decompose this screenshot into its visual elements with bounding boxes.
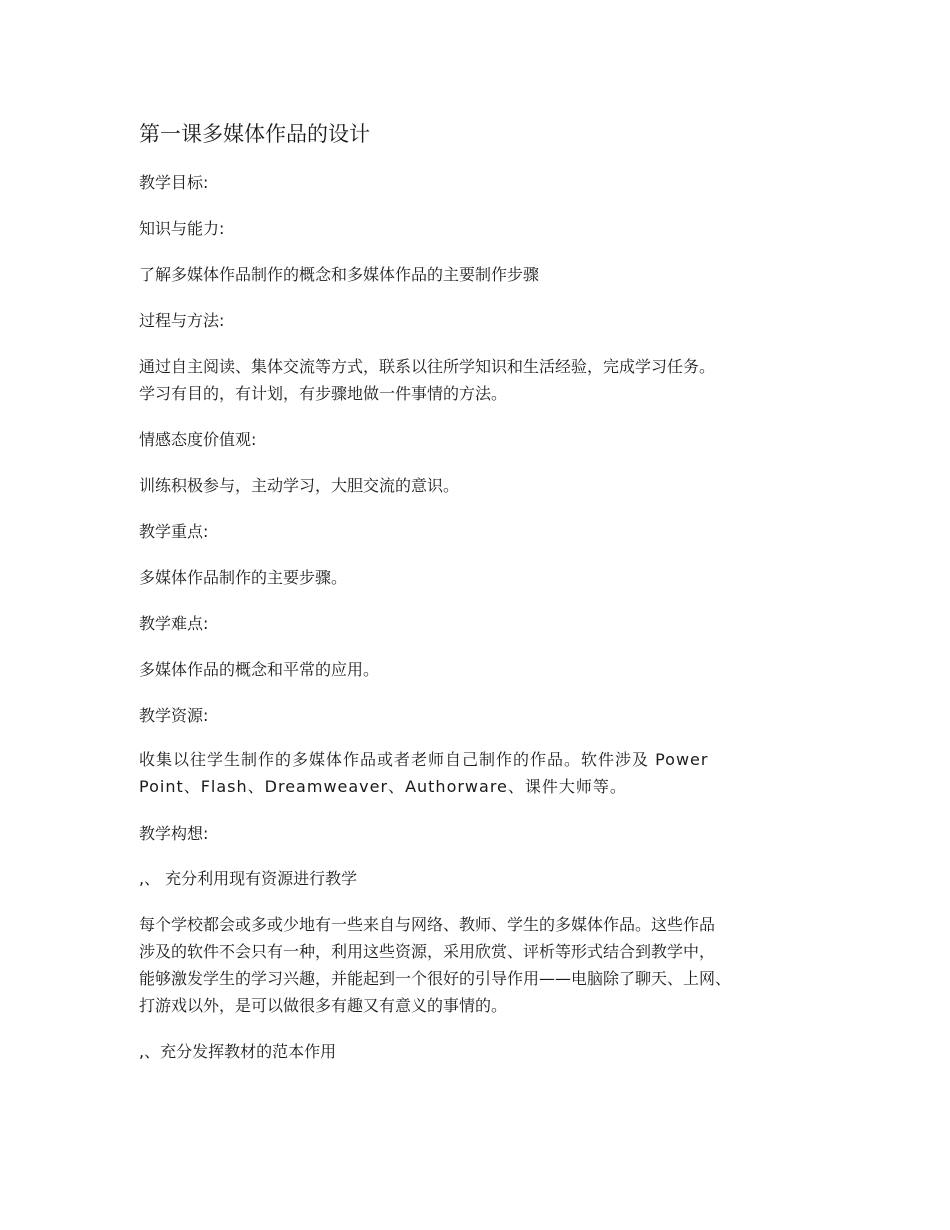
resources-text-line-1: 收集以往学生制作的多媒体作品或者老师自己制作的作品。软件涉及 Power [139,750,709,769]
item-1-text-line-3: 能够激发学生的学习兴趣，并能起到一个很好的引导作用——电脑除了聊天、上网、 [139,969,732,988]
emotion-values-text: 训练积极参与，主动学习，大胆交流的意识。 [139,476,460,495]
process-method-text-line-1: 通过自主阅读、集体交流等方式，联系以往所学知识和生活经验，完成学习任务。 [139,357,716,376]
document-title: 第一课多媒体作品的设计 [139,122,370,146]
item-1-text-line-2: 涉及的软件不会只有一种，利用这些资源，采用欣赏、评析等形式结合到教学中， [139,942,716,961]
difficulties-heading: 教学难点: [139,614,209,633]
teaching-goals-heading: 教学目标: [139,173,209,192]
item-1-heading: ,、 充分利用现有资源进行教学 [139,869,358,888]
item-1-text-line-4: 打游戏以外，是可以做很多有趣又有意义的事情的。 [139,996,508,1015]
resources-text-line-2: Point、Flash、Dreamweaver、Authorware、课件大师等。 [139,777,627,796]
item-2-heading: ,、充分发挥教材的范本作用 [139,1042,337,1061]
knowledge-ability-text: 了解多媒体作品制作的概念和多媒体作品的主要制作步骤 [139,265,540,284]
emotion-values-heading: 情感态度价值观: [139,430,257,449]
process-method-heading: 过程与方法: [139,311,225,330]
key-points-text: 多媒体作品制作的主要步骤。 [139,568,348,587]
knowledge-ability-heading: 知识与能力: [139,219,225,238]
difficulties-text: 多媒体作品的概念和平常的应用。 [139,660,380,679]
process-method-text-line-2: 学习有目的，有计划，有步骤地做一件事情的方法。 [139,384,508,403]
teaching-concept-heading: 教学构想: [139,824,209,843]
key-points-heading: 教学重点: [139,522,209,541]
resources-heading: 教学资源: [139,706,209,725]
item-1-text-line-1: 每个学校都会或多或少地有一些来自与网络、教师、学生的多媒体作品。这些作品 [139,915,716,934]
